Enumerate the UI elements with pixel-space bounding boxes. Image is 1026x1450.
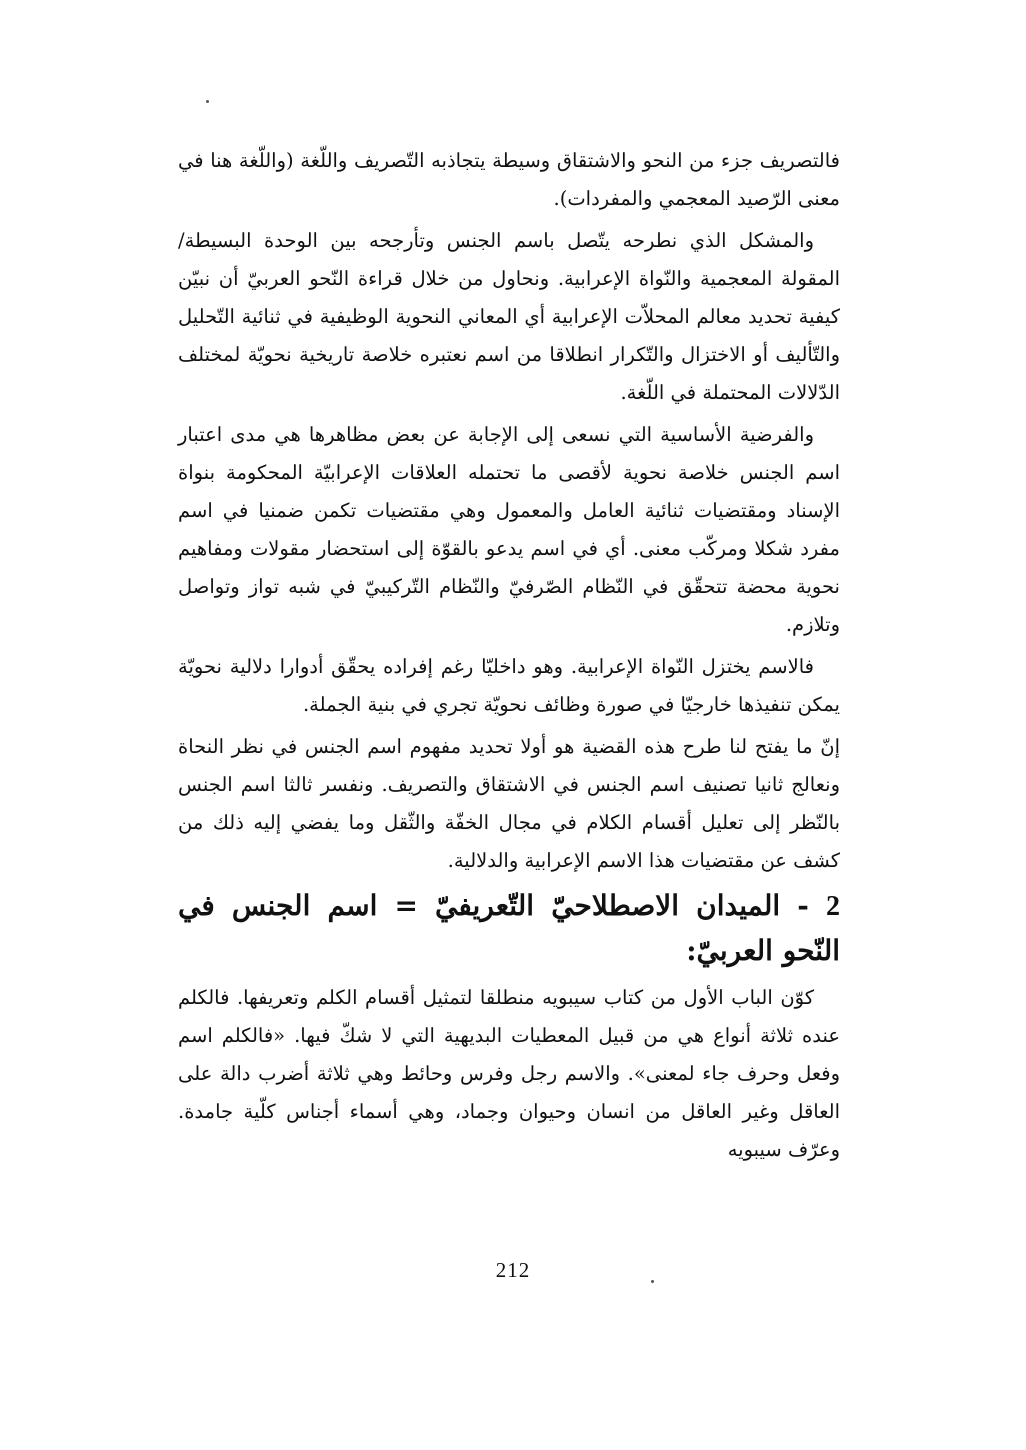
section-number: 2: [826, 891, 840, 922]
section-heading: [178, 884, 840, 973]
paragraph-3: والفرضية الأساسية التي نسعى إلى الإجابة عن بعض مظاهرها هي مدى اعتبار اسم الجنس خلاصة نحوية لأقصى ما تحتمله العلاقات الإعرابيّة المحكومة بنواة الإسناد ومقتضيات ثنائية العامل والمعمول وهي مقتضيات تكمن ضمنيا في اسم مفرد شكلا ومركّب معنى. أي في اسم يدعو بالقوّة إلى استحضار مقولات ومفاهيم نحوية محضة تتحقّق في النّظام الصّرفيّ والنّظام التّركيبيّ في شبه تواز وتواصل وتلازم.: [178, 423, 840, 636]
page-number: 212: [495, 1258, 531, 1282]
paragraph-1: فالتصريف جزء من النحو والاشتقاق وسيطة يتجاذبه التّصريف واللّغة (واللّغة هنا في معنى الرّصيد المعجمي والمفردات).: [178, 149, 840, 210]
body-text: [178, 142, 840, 1173]
scan-speck: [206, 100, 209, 103]
paragraph-2: والمشكل الذي نطرحه يتّصل باسم الجنس وتأرجحه بين الوحدة البسيطة/ المقولة المعجمية والنّواة الإعرابية. ونحاول من خلال قراءة النّحو العربيّ أن نبيّن كيفية تحديد معالم المحلاّت الإعرابية أي المعاني النحوية الوظيفية في ثنائية التّحليل والتّأليف أو الاختزال والتّكرار انطلاقا من اسم نعتبره خلاصة تاريخية نحويّة لمختلف الدّلالات المحتملة في اللّغة.: [178, 229, 840, 404]
paragraph-6: كوّن الباب الأول من كتاب سيبويه منطلقا لتمثيل أقسام الكلم وتعريفها. فالكلم عنده ثلاثة أنواع هي من قبيل المعطيات البديهية التي لا شكّ فيها. «فالكلم اسم وفعل وحرف جاء لمعنى». والاسم رجل وفرس وحائط وهي ثلاثة أضرب دالة على العاقل وغير العاقل من انسان وحيوان وجماد، وهي أسماء أجناس كلّية جامدة. وعرّف سيبويه: [178, 986, 840, 1161]
section-title: - الميدان الاصطلاحيّ التّعريفيّ = اسم الجنس في النّحو العربيّ:: [178, 889, 840, 967]
paragraph-5: إنّ ما يفتح لنا طرح هذه القضية هو أولا تحديد مفهوم اسم الجنس في نظر النحاة ونعالج ثانيا تصنيف اسم الجنس في الاشتقاق والتصريف. ونفسر ثالثا اسم الجنس بالنّظر إلى تعليل أقسام الكلام في مجال الخفّة والثّقل وما يفضي إليه ذلك من كشف عن مقتضيات هذا الاسم الإعرابية والدلالية.: [178, 735, 840, 872]
paragraph-4: فالاسم يختزل النّواة الإعرابية. وهو داخليّا رغم إفراده يحقّق أدوارا دلالية نحويّة يمكن تنفيذها خارجيّا في صورة وظائف نحويّة تجري في بنية الجملة.: [178, 655, 840, 716]
